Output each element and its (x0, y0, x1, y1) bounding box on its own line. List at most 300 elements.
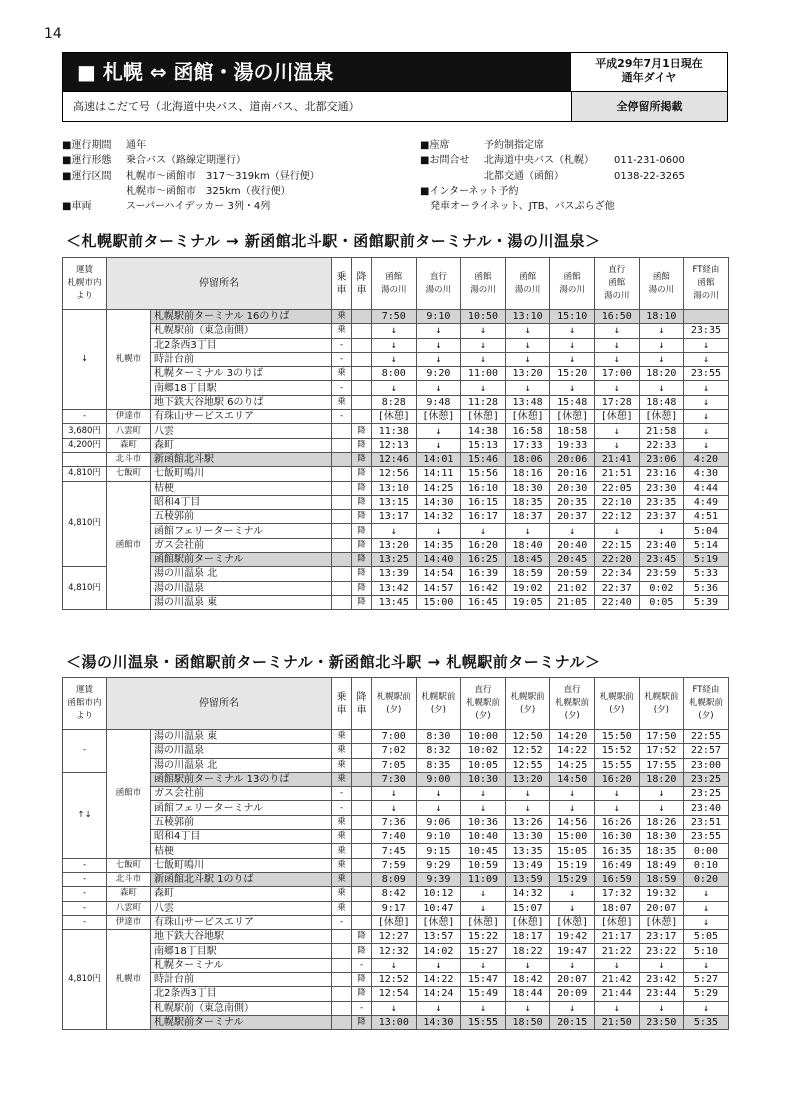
table-row (63, 352, 729, 366)
time-cell: 23:40 (684, 801, 729, 815)
stop-name: 南郷18丁目駅 (151, 381, 332, 395)
info-value: 乗合バス（路線定期運行） (126, 155, 246, 167)
time-cell: 17:52 (639, 744, 684, 758)
time-cell: ↓ (550, 887, 595, 901)
time-cell: 22:15 (594, 538, 639, 552)
time-cell: 18:37 (505, 510, 550, 524)
time-cell: 20:45 (550, 553, 595, 567)
time-cell: 21:02 (550, 581, 595, 595)
time-cell: 5:27 (684, 973, 729, 987)
stop-name: 昭和4丁目 (151, 830, 332, 844)
alight-mark (352, 815, 372, 829)
board-mark: - (332, 381, 352, 395)
alight-mark: 降 (352, 595, 372, 609)
time-cell: 17:32 (594, 887, 639, 901)
time-cell: ↓ (550, 381, 595, 395)
alight-header: 降 車 (352, 258, 372, 310)
time-cell: 14:57 (416, 581, 461, 595)
fare-cell: ↑↓ (63, 772, 107, 858)
date-line-1: 平成29年7月1日現在 (595, 57, 703, 70)
column-header: FT経由 札幌駅前 (夕) (684, 678, 729, 730)
outbound-title: ＜札幌駅前ターミナル → 新函館北斗駅・函館駅前ターミナル・湯の川温泉＞ (66, 232, 601, 250)
time-cell: 13:00 (372, 1015, 417, 1029)
fare-cell: - (63, 730, 107, 773)
time-cell: 13:42 (372, 581, 417, 595)
time-cell: 13:10 (372, 481, 417, 495)
time-cell: 7:02 (372, 744, 417, 758)
table-row (63, 844, 729, 858)
city-cell: 札幌市 (107, 930, 151, 1030)
time-cell: 14:20 (550, 730, 595, 744)
time-cell: ↓ (594, 801, 639, 815)
board-mark (332, 930, 352, 944)
table-row (63, 973, 729, 987)
time-cell: ↓ (461, 958, 506, 972)
stop-name: 札幌駅前（東急南側） (151, 1001, 332, 1015)
column-header: 函館 湯の川 (505, 258, 550, 310)
time-cell: 18:42 (505, 973, 550, 987)
fare-header: 運賃 函館市内 より (63, 678, 107, 730)
stop-header: 停留所名 (107, 258, 332, 310)
stop-name: 七飯町鳴川 (151, 467, 332, 481)
time-cell: ↓ (416, 787, 461, 801)
info-value: 札幌市〜函館市 325km（夜行便） (126, 185, 291, 197)
table-row (63, 758, 729, 772)
time-cell: ↓ (372, 381, 417, 395)
city-cell: 函館市 (107, 481, 151, 610)
time-cell: ↓ (461, 901, 506, 915)
time-cell: 18:10 (639, 310, 684, 324)
time-cell: 18:44 (505, 987, 550, 1001)
stop-name: 時計台前 (151, 352, 332, 366)
time-cell: [休憩] (505, 915, 550, 929)
stop-name: 地下鉄大谷地駅 6のりば (151, 395, 332, 409)
info-tel: 011-231-0600 (614, 155, 685, 167)
time-cell: ↓ (461, 338, 506, 352)
info-row (62, 138, 320, 153)
time-cell: 19:42 (550, 930, 595, 944)
time-cell: 13:10 (505, 310, 550, 324)
time-cell: 0:02 (639, 581, 684, 595)
time-cell: ↓ (684, 395, 729, 409)
time-cell: [休憩] (594, 915, 639, 929)
time-cell: 18:07 (594, 901, 639, 915)
time-cell: 16:20 (461, 538, 506, 552)
time-cell: 9:06 (416, 815, 461, 829)
time-cell: 23:25 (684, 772, 729, 786)
time-cell: 14:30 (416, 495, 461, 509)
table-row (63, 1001, 729, 1015)
time-cell: 14:02 (416, 944, 461, 958)
time-cell: 15:48 (550, 395, 595, 409)
alight-mark (352, 787, 372, 801)
table-row (63, 524, 729, 538)
time-cell: 8:42 (372, 887, 417, 901)
time-cell: 20:15 (550, 1015, 595, 1029)
time-cell: 7:40 (372, 830, 417, 844)
inbound-timetable (62, 677, 729, 1030)
info-row (420, 199, 685, 214)
time-cell: 9:20 (416, 367, 461, 381)
alight-mark (352, 338, 372, 352)
board-mark (332, 481, 352, 495)
time-cell: ↓ (639, 524, 684, 538)
time-cell: ↓ (416, 381, 461, 395)
time-cell: ↓ (416, 524, 461, 538)
alight-mark: 降 (352, 538, 372, 552)
time-cell: 14:22 (416, 973, 461, 987)
time-cell: 22:55 (684, 730, 729, 744)
time-cell: ↓ (416, 338, 461, 352)
time-cell: ↓ (461, 381, 506, 395)
time-cell: 19:05 (505, 595, 550, 609)
table-row (63, 987, 729, 1001)
time-cell: 13:45 (372, 595, 417, 609)
time-cell: ↓ (550, 958, 595, 972)
time-cell: ↓ (684, 438, 729, 452)
time-cell: ↓ (684, 352, 729, 366)
time-cell: 11:38 (372, 424, 417, 438)
fare-cell: - (63, 901, 107, 915)
stop-name: 時計台前 (151, 973, 332, 987)
time-cell: 20:35 (550, 495, 595, 509)
info-row (420, 153, 685, 168)
info-value: 通年 (126, 140, 146, 151)
time-cell: 7:50 (372, 310, 417, 324)
time-cell: 15:47 (461, 973, 506, 987)
alight-mark (352, 352, 372, 366)
time-cell: ↓ (416, 438, 461, 452)
time-cell: 16:26 (594, 815, 639, 829)
column-header: 直行 札幌駅前 (夕) (550, 678, 595, 730)
time-cell: 22:37 (594, 581, 639, 595)
alight-mark (352, 324, 372, 338)
table-row (63, 815, 729, 829)
time-cell: 18:20 (639, 772, 684, 786)
time-cell: ↓ (461, 324, 506, 338)
time-cell: 14:32 (416, 510, 461, 524)
info-value: 北都交通（函館） (484, 170, 564, 182)
alight-mark (352, 801, 372, 815)
time-cell: 20:07 (639, 901, 684, 915)
time-cell: 12:32 (372, 944, 417, 958)
time-cell: 18:59 (505, 567, 550, 581)
time-cell: ↓ (684, 338, 729, 352)
table-row (63, 338, 729, 352)
time-cell: 4:30 (684, 467, 729, 481)
time-cell: 0:05 (639, 595, 684, 609)
stop-name: 函館駅前ターミナル (151, 553, 332, 567)
time-cell: 19:33 (550, 438, 595, 452)
stop-name: 札幌駅前（東急南側） (151, 324, 332, 338)
time-cell: 15:49 (461, 987, 506, 1001)
stop-header: 停留所名 (107, 678, 332, 730)
city-cell: 北斗市 (107, 872, 151, 886)
table-row (63, 510, 729, 524)
time-cell: 11:00 (461, 367, 506, 381)
info-row (62, 199, 320, 214)
time-cell: 12:52 (505, 744, 550, 758)
info-value: 北海道中央バス（札幌） (484, 155, 594, 167)
info-key: ■運行区間 (62, 170, 112, 182)
column-header: 函館 湯の川 (550, 258, 595, 310)
time-cell: ↓ (684, 410, 729, 424)
time-cell: 15:29 (550, 872, 595, 886)
time-cell: 10:05 (461, 758, 506, 772)
stop-name: 湯の川温泉 東 (151, 730, 332, 744)
board-mark: 乗 (332, 844, 352, 858)
time-cell: 14:50 (550, 772, 595, 786)
time-cell: 8:32 (416, 744, 461, 758)
stop-name: 札幌ターミナル 3のりば (151, 367, 332, 381)
time-cell: 18:30 (505, 481, 550, 495)
stop-name: 函館フェリーターミナル (151, 801, 332, 815)
table-row (63, 1015, 729, 1029)
time-cell: 7:05 (372, 758, 417, 772)
city-cell: 伊達市 (107, 915, 151, 929)
info-key: ■お問合せ (420, 155, 470, 167)
stop-name: 八雲 (151, 901, 332, 915)
time-cell: 15:00 (550, 830, 595, 844)
alight-mark: 降 (352, 973, 372, 987)
time-cell: ↓ (505, 787, 550, 801)
time-cell: 7:36 (372, 815, 417, 829)
alight-mark (352, 772, 372, 786)
info-key: ■運行期間 (62, 140, 112, 151)
stop-name: 新函館北斗駅 (151, 452, 332, 466)
time-cell: 21:42 (594, 973, 639, 987)
column-header: 直行 湯の川 (416, 258, 461, 310)
info-key (62, 184, 126, 199)
time-cell: 5:29 (684, 987, 729, 1001)
time-cell: 7:30 (372, 772, 417, 786)
time-cell: 21:05 (550, 595, 595, 609)
alight-mark: 降 (352, 1015, 372, 1029)
time-cell: ↓ (550, 338, 595, 352)
time-cell: 23:17 (639, 930, 684, 944)
board-mark (332, 510, 352, 524)
time-cell: 20:37 (550, 510, 595, 524)
info-value: 発車オーライネット、JTB、バスぷらざ他 (430, 201, 615, 213)
info-key: ■車両 (62, 201, 92, 213)
info-row (62, 169, 320, 184)
time-cell: [休憩] (461, 915, 506, 929)
table-row (63, 538, 729, 552)
info-row (420, 184, 685, 199)
time-cell: 23:51 (684, 815, 729, 829)
time-cell: 14:32 (505, 887, 550, 901)
service-bar (62, 92, 728, 122)
stop-name: 新函館北斗駅 1のりば (151, 872, 332, 886)
time-cell: 18:45 (505, 553, 550, 567)
time-cell: ↓ (550, 801, 595, 815)
time-cell: 23:44 (639, 987, 684, 1001)
time-cell: 13:48 (505, 395, 550, 409)
time-cell: 0:00 (684, 844, 729, 858)
time-cell: 15:52 (594, 744, 639, 758)
time-cell: 16:59 (594, 872, 639, 886)
time-cell: 23:25 (684, 787, 729, 801)
time-cell: 23:55 (684, 367, 729, 381)
time-cell: 15:00 (416, 595, 461, 609)
time-cell: 19:32 (639, 887, 684, 901)
info-value: 予約制指定席 (484, 140, 544, 151)
time-cell: 12:54 (372, 987, 417, 1001)
time-cell: 18:06 (505, 452, 550, 466)
column-header: FT経由 函館 湯の川 (684, 258, 729, 310)
time-cell: ↓ (461, 801, 506, 815)
time-cell: ↓ (639, 787, 684, 801)
time-cell: 5:14 (684, 538, 729, 552)
time-cell: 19:02 (505, 581, 550, 595)
time-cell: 10:36 (461, 815, 506, 829)
time-cell: 23:35 (684, 324, 729, 338)
time-cell: 16:17 (461, 510, 506, 524)
time-cell: 16:42 (461, 581, 506, 595)
time-cell: 15:07 (505, 901, 550, 915)
alight-mark: 降 (352, 510, 372, 524)
time-cell: 23:45 (639, 553, 684, 567)
time-cell: 5:04 (684, 524, 729, 538)
board-mark (332, 595, 352, 609)
time-cell: ↓ (416, 424, 461, 438)
table-row (63, 424, 729, 438)
time-cell: 16:39 (461, 567, 506, 581)
fare-cell: 4,810円 (63, 567, 107, 610)
time-cell: ↓ (594, 787, 639, 801)
header-row (63, 258, 729, 310)
stop-name: 有珠山サービスエリア (151, 410, 332, 424)
time-cell: 15:22 (461, 930, 506, 944)
time-cell: ↓ (594, 381, 639, 395)
time-cell: 15:19 (550, 858, 595, 872)
fare-cell: 3,680円 (63, 424, 107, 438)
fare-cell: - (63, 858, 107, 872)
time-cell: 15:10 (550, 310, 595, 324)
city-cell: 七飯町 (107, 467, 151, 481)
time-cell: 15:05 (550, 844, 595, 858)
time-cell: ↓ (505, 1001, 550, 1015)
time-cell: 21:17 (594, 930, 639, 944)
time-cell: 10:02 (461, 744, 506, 758)
time-cell: 23:30 (639, 481, 684, 495)
board-mark: 乗 (332, 815, 352, 829)
time-cell: 16:49 (594, 858, 639, 872)
table-row (63, 930, 729, 944)
time-cell: 4:44 (684, 481, 729, 495)
time-cell: 18:49 (639, 858, 684, 872)
board-mark (332, 944, 352, 958)
stop-name: 七飯町鳴川 (151, 858, 332, 872)
info-value: 札幌市〜函館市 317〜319km（昼行便） (126, 170, 320, 182)
time-cell: ↓ (372, 338, 417, 352)
time-cell: 13:49 (505, 858, 550, 872)
time-cell: 18:16 (505, 467, 550, 481)
time-cell: ↓ (639, 324, 684, 338)
time-cell: 14:40 (416, 553, 461, 567)
time-cell: 13:20 (505, 772, 550, 786)
table-row (63, 495, 729, 509)
city-cell: 札幌市 (107, 310, 151, 410)
time-cell: 13:25 (372, 553, 417, 567)
time-cell: 23:06 (639, 452, 684, 466)
time-cell: 23:50 (639, 1015, 684, 1029)
time-cell: 5:35 (684, 1015, 729, 1029)
table-row (63, 858, 729, 872)
time-cell: 9:00 (416, 772, 461, 786)
board-mark (332, 467, 352, 481)
time-cell: 14:24 (416, 987, 461, 1001)
city-cell: 八雲町 (107, 424, 151, 438)
time-cell: 13:59 (505, 872, 550, 886)
time-cell: 20:07 (550, 973, 595, 987)
time-cell: 23:40 (639, 538, 684, 552)
time-cell: 23:16 (639, 467, 684, 481)
board-mark: 乗 (332, 367, 352, 381)
time-cell: ↓ (684, 887, 729, 901)
time-cell: ↓ (684, 424, 729, 438)
time-cell: 15:13 (461, 438, 506, 452)
time-cell: ↓ (372, 958, 417, 972)
header-row (63, 678, 729, 730)
alight-mark: 降 (352, 930, 372, 944)
time-cell: 20:30 (550, 481, 595, 495)
board-mark (332, 1015, 352, 1029)
alight-mark: 降 (352, 438, 372, 452)
alight-mark: 降 (352, 452, 372, 466)
time-cell: 12:56 (372, 467, 417, 481)
alight-mark: 降 (352, 481, 372, 495)
time-cell: 22:34 (594, 567, 639, 581)
time-cell: ↓ (372, 801, 417, 815)
time-cell: 15:27 (461, 944, 506, 958)
time-cell (684, 310, 729, 324)
alight-mark (352, 395, 372, 409)
time-cell: 12:13 (372, 438, 417, 452)
time-cell: ↓ (461, 352, 506, 366)
column-header: 札幌駅前 (夕) (505, 678, 550, 730)
time-cell: ↓ (550, 901, 595, 915)
alight-mark (352, 844, 372, 858)
time-cell: ↓ (639, 1001, 684, 1015)
time-cell: 13:20 (505, 367, 550, 381)
time-cell: 5:19 (684, 553, 729, 567)
time-cell: [休憩] (461, 410, 506, 424)
time-cell: 13:20 (372, 538, 417, 552)
time-cell: 16:35 (594, 844, 639, 858)
time-cell: 23:59 (639, 567, 684, 581)
time-cell: 7:59 (372, 858, 417, 872)
time-cell: ↓ (416, 1001, 461, 1015)
stop-name: 湯の川温泉 北 (151, 758, 332, 772)
date-block (571, 53, 727, 91)
board-mark: - (332, 787, 352, 801)
time-cell: 13:17 (372, 510, 417, 524)
column-header: 函館 湯の川 (461, 258, 506, 310)
time-cell: 5:05 (684, 930, 729, 944)
info-key: ■インターネット予約 (420, 185, 519, 197)
time-cell: ↓ (461, 524, 506, 538)
board-mark (332, 424, 352, 438)
info-row (62, 153, 320, 168)
alight-mark: 降 (352, 553, 372, 567)
table-row (63, 787, 729, 801)
time-cell: [休憩] (416, 915, 461, 929)
column-header: 札幌駅前 (夕) (372, 678, 417, 730)
table-row (63, 553, 729, 567)
time-cell: 9:17 (372, 901, 417, 915)
fare-cell: 4,810円 (63, 481, 107, 567)
